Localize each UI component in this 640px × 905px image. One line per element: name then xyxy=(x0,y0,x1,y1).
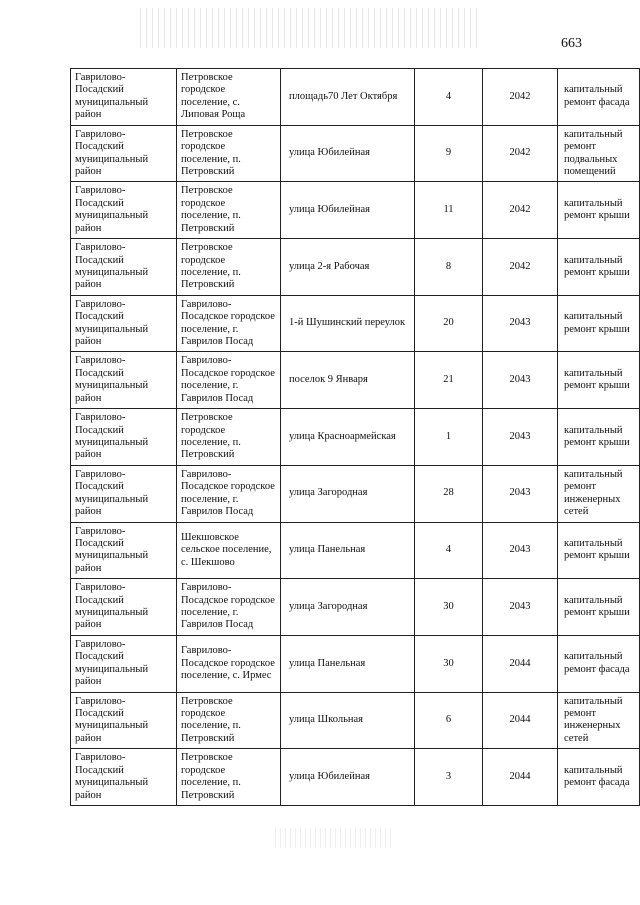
house-number-cell: 4 xyxy=(415,69,483,126)
street-cell: поселок 9 Января xyxy=(281,352,415,409)
table-row xyxy=(71,182,640,239)
scan-artifact xyxy=(275,828,395,848)
district-cell: Гаврилово-Посадский муниципальный район xyxy=(71,295,177,352)
year-cell: 2043 xyxy=(483,409,558,466)
settlement-cell: Петровское городское поселение, с. Липовая Роща xyxy=(177,69,281,126)
table-row xyxy=(71,352,640,409)
street-cell: улица Панельная xyxy=(281,635,415,692)
house-number-cell: 30 xyxy=(415,635,483,692)
house-number-cell: 4 xyxy=(415,522,483,579)
year-cell: 2042 xyxy=(483,182,558,239)
table-row xyxy=(71,409,640,466)
district-cell: Гаврилово-Посадский муниципальный район xyxy=(71,522,177,579)
work-type-cell: капитальный ремонт фасада xyxy=(558,635,640,692)
settlement-cell: Петровское городское поселение, п. Петровский xyxy=(177,239,281,296)
street-cell: улица 2-я Рабочая xyxy=(281,239,415,296)
district-cell: Гаврилово-Посадский муниципальный район xyxy=(71,465,177,522)
work-type-cell: капитальный ремонт крыши xyxy=(558,239,640,296)
district-cell: Гаврилово-Посадский муниципальный район xyxy=(71,749,177,806)
work-type-cell: капитальный ремонт крыши xyxy=(558,295,640,352)
settlement-cell: Гаврилово-Посадское городское поселение, г. Гаврилов Посад xyxy=(177,352,281,409)
year-cell: 2044 xyxy=(483,692,558,749)
house-number-cell: 6 xyxy=(415,692,483,749)
settlement-cell: Петровское городское поселение, п. Петровский xyxy=(177,125,281,182)
district-cell: Гаврилово-Посадский муниципальный район xyxy=(71,579,177,636)
work-type-cell: капитальный ремонт крыши xyxy=(558,522,640,579)
repair-schedule-table xyxy=(70,68,640,806)
table-row xyxy=(71,465,640,522)
settlement-cell: Петровское городское поселение, п. Петровский xyxy=(177,409,281,466)
house-number-cell: 11 xyxy=(415,182,483,239)
street-cell: улица Юбилейная xyxy=(281,182,415,239)
settlement-cell: Петровское городское поселение, п. Петровский xyxy=(177,749,281,806)
settlement-cell: Гаврилово-Посадское городское поселение, г. Гаврилов Посад xyxy=(177,295,281,352)
street-cell: улица Загородная xyxy=(281,579,415,636)
year-cell: 2044 xyxy=(483,635,558,692)
settlement-cell: Петровское городское поселение, п. Петровский xyxy=(177,182,281,239)
district-cell: Гаврилово-Посадский муниципальный район xyxy=(71,635,177,692)
house-number-cell: 21 xyxy=(415,352,483,409)
district-cell: Гаврилово-Посадский муниципальный район xyxy=(71,352,177,409)
street-cell: улица Юбилейная xyxy=(281,125,415,182)
work-type-cell: капитальный ремонт крыши xyxy=(558,409,640,466)
year-cell: 2043 xyxy=(483,522,558,579)
year-cell: 2043 xyxy=(483,352,558,409)
district-cell: Гаврилово-Посадский муниципальный район xyxy=(71,692,177,749)
page-number: 663 xyxy=(561,36,582,51)
street-cell: площадь70 Лет Октября xyxy=(281,69,415,126)
work-type-cell: капитальный ремонт подвальных помещений xyxy=(558,125,640,182)
house-number-cell: 30 xyxy=(415,579,483,636)
district-cell: Гаврилово-Посадский муниципальный район xyxy=(71,239,177,296)
work-type-cell: капитальный ремонт инженерных сетей xyxy=(558,465,640,522)
district-cell: Гаврилово-Посадский муниципальный район xyxy=(71,69,177,126)
work-type-cell: капитальный ремонт крыши xyxy=(558,579,640,636)
year-cell: 2044 xyxy=(483,749,558,806)
table-row xyxy=(71,295,640,352)
scan-artifact xyxy=(140,8,480,48)
year-cell: 2042 xyxy=(483,125,558,182)
street-cell: улица Загородная xyxy=(281,465,415,522)
house-number-cell: 1 xyxy=(415,409,483,466)
work-type-cell: капитальный ремонт инженерных сетей xyxy=(558,692,640,749)
street-cell: улица Школьная xyxy=(281,692,415,749)
street-cell: улица Панельная xyxy=(281,522,415,579)
year-cell: 2042 xyxy=(483,239,558,296)
district-cell: Гаврилово-Посадский муниципальный район xyxy=(71,182,177,239)
year-cell: 2043 xyxy=(483,465,558,522)
year-cell: 2043 xyxy=(483,579,558,636)
street-cell: улица Юбилейная xyxy=(281,749,415,806)
work-type-cell: капитальный ремонт фасада xyxy=(558,749,640,806)
house-number-cell: 3 xyxy=(415,749,483,806)
settlement-cell: Гаврилово-Посадское городское поселение, с. Ирмес xyxy=(177,635,281,692)
work-type-cell: капитальный ремонт крыши xyxy=(558,182,640,239)
house-number-cell: 8 xyxy=(415,239,483,296)
table-row xyxy=(71,635,640,692)
house-number-cell: 9 xyxy=(415,125,483,182)
table-row xyxy=(71,749,640,806)
street-cell: улица Красноармейская xyxy=(281,409,415,466)
work-type-cell: капитальный ремонт крыши xyxy=(558,352,640,409)
settlement-cell: Шекшовское сельское поселение, с. Шекшово xyxy=(177,522,281,579)
street-cell: 1-й Шушинский переулок xyxy=(281,295,415,352)
table-row xyxy=(71,125,640,182)
work-type-cell: капитальный ремонт фасада xyxy=(558,69,640,126)
table-row xyxy=(71,69,640,126)
settlement-cell: Петровское городское поселение, п. Петровский xyxy=(177,692,281,749)
year-cell: 2042 xyxy=(483,69,558,126)
settlement-cell: Гаврилово-Посадское городское поселение, г. Гаврилов Посад xyxy=(177,579,281,636)
year-cell: 2043 xyxy=(483,295,558,352)
table-body xyxy=(71,69,640,806)
district-cell: Гаврилово-Посадский муниципальный район xyxy=(71,409,177,466)
district-cell: Гаврилово-Посадский муниципальный район xyxy=(71,125,177,182)
house-number-cell: 28 xyxy=(415,465,483,522)
table-row xyxy=(71,579,640,636)
table-row xyxy=(71,522,640,579)
table-row xyxy=(71,239,640,296)
table-row xyxy=(71,692,640,749)
house-number-cell: 20 xyxy=(415,295,483,352)
settlement-cell: Гаврилово-Посадское городское поселение, г. Гаврилов Посад xyxy=(177,465,281,522)
